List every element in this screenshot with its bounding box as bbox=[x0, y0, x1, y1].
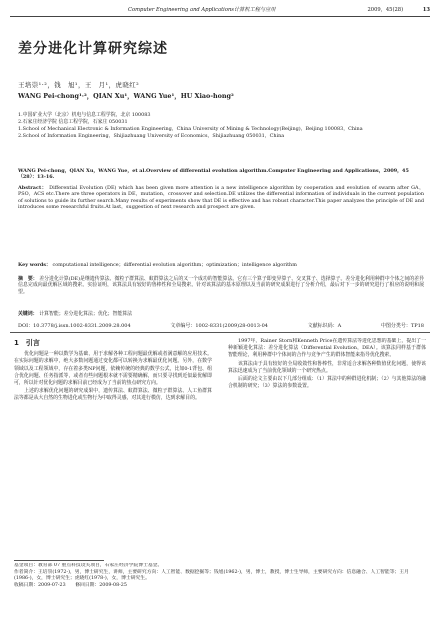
citation: WANG Pei-chong，QIAN Xu，WANG Yue，et al.Overview of differential evolution algorithm.Computer Engineering and Applications，2009，45（28）：13-16. bbox=[18, 168, 409, 181]
paper-title: 差分进化计算研究综述 bbox=[18, 41, 168, 57]
paragraph: 上述的求解优化问题的研究成果中，遗传算法、蚁群算法、微粒子群算法、人工鱼群算法等都是从大自然的生物进化或生物行为中取得灵感，对其进行模仿，达到求解目的。 bbox=[14, 388, 212, 402]
keywords-chinese bbox=[18, 311, 424, 317]
affiliation-cn-2: 2.石家庄经济学院 信息工程学院，石家庄 050031 bbox=[18, 119, 128, 125]
keywords-cn-label: 关键词： bbox=[18, 311, 38, 317]
header-page-number: 13 bbox=[422, 7, 430, 13]
body-column-right bbox=[228, 338, 426, 558]
running-header bbox=[10, 4, 430, 17]
abstract-cn-text: 差分进化计算(DE)是继遗传算法、微粒子群算法、蚁群算法之后的又一个成功的智能算法。它有三个算子即变异算子、交叉算子、选择算子。差分进化利用种群中个体之间的差异信息完成向最优解区域的搜索。实验证明，该算法具有较好的鲁棒性和全局搜索。针对该算法的基本原理以及当前的研究成果进行了分析介绍，最后对下一步的研究进行了相应的说明和展望。 bbox=[18, 276, 424, 295]
keywords-text: computational intelligence；differential evolution algorithm；optimization；intelligence algorithm bbox=[52, 262, 297, 268]
received-dates: 收稿日期：2009-07-23 修回日期：2009-08-25 bbox=[14, 582, 127, 588]
abstract-english bbox=[18, 185, 424, 211]
doi: DOI：10.3778/j.issn.1002-8331.2009.28.004 bbox=[18, 323, 131, 329]
keywords-label: Key words： bbox=[18, 262, 51, 268]
keywords-cn-text: 计算智能；差分进化算法；优化；智能算法 bbox=[39, 311, 133, 317]
paragraph: 后面的论文主要由以下几部分组成：（1）算法中的种群进化机制；（2）与其他算法的融合机制的研究；（3）算法的参数设置。 bbox=[228, 376, 426, 390]
paragraph: 该算法由于具有较好的全局收敛性和鲁棒性，非常适合求解各种数值优化问题，使得该算法迅速成为了当前优化领域的一个研究热点。 bbox=[228, 360, 426, 374]
affiliation-en-1: 1.School of Mechanical Electronic & Information Engineering，China University of Mining & Technology(Beijing)，Beijing 100083，China bbox=[18, 126, 363, 132]
author-bio: 作者简介：王培崇(1972-)，男，博士研究生，讲师，主要研究方向：人工智能、数据挖掘等；钱旭(1962-)，男，博士，教授，博士生导师，主要研究方向：信息融合、人工智能等；王月(1986-)，女，博士研究生；虎晓红(1978-)，女，博士研究生。 bbox=[14, 569, 409, 581]
affiliation-cn-1: 1.中国矿业大学（北京）机电与信息工程学院，北京 100083 bbox=[18, 112, 151, 118]
keywords-english bbox=[18, 262, 424, 268]
footnotes bbox=[14, 563, 428, 618]
abstract-cn-label: 摘 要： bbox=[18, 276, 38, 282]
affiliation-en-2: 2.School of Information Engineering，Shijiazhuang University of Economics，Shijiazhuang 050031，China bbox=[18, 133, 285, 139]
body-column-left bbox=[14, 338, 212, 558]
abstract-label: Abstract： bbox=[18, 185, 48, 191]
article-number: 文章编号：1002-8331(2009)28-0013-04 bbox=[170, 323, 268, 329]
article-metadata bbox=[18, 322, 424, 329]
classification-number: 中图分类号：TP18 bbox=[380, 323, 424, 329]
authors-chinese: 王培崇¹·²，钱 旭¹，王 月¹，虎晓红² bbox=[18, 81, 140, 89]
header-journal: Computer Engineering and Applications计算机工程与应用 bbox=[128, 7, 276, 13]
funding-note: 基金项目：教育部 07 重点科技攻关项目，石家庄经济学院博士基金。 bbox=[14, 563, 163, 568]
abstract-chinese bbox=[18, 276, 424, 295]
paragraph: 优化问题是一种以数学为基础，用于求解各种工程问题最优解或者满意解的应用技术。在实际问题的求解中，绝大多数问题通过变化都可以转换为求解最优化问题。另外，在数学领域以及工程领域中，存在着多类NP问题，依赖传统的经典的数学公式，比如0-1背包、组合优化问题、任务指派等，或者有些问题根本就不需要精确解，而只要寻找到近似最优解即可，所以针对优化问题的求解目前已经成为了当前的热点研究方向。 bbox=[14, 351, 212, 387]
document-code: 文献标识码：A bbox=[307, 323, 342, 329]
header-issue: 2009，45(28) bbox=[367, 7, 404, 13]
authors-english: WANG Pei-chong¹·²，QIAN Xu¹，WANG Yue¹，HU Xiao-hong² bbox=[18, 92, 234, 100]
divider bbox=[10, 332, 430, 333]
abstract-text: Differential Evolution (DE) which has been given more attention is a new intelligence algorithm by cooperation and evolution of swarm after GA，PSO，ACS etc.There are three operators in DE，mutation，crossover and selection.DE utilizes the differential information of individuals in the current population of solutions to guide its further search.Many results of experiments show that DE is effective and has robust character.This paper analyzes the principle of DE and introduces some researchful fruits.At last，suggestion of next research and prospect are given. bbox=[18, 185, 424, 211]
footnote-divider bbox=[14, 560, 104, 561]
section-heading: 1 引言 bbox=[14, 339, 40, 347]
affiliations bbox=[18, 112, 428, 140]
paragraph: 1997年，Rainer Storn和Kenneth Price在遗传算法等进化思想的基础上，提出了一种新颖进化算法：差分进化算法（Differential Evolution，DEA）。该算法同样基于群体智能理论，利用种群中个体间的合作与竞争产生的群体智能来指导优化搜索。 bbox=[228, 338, 426, 359]
